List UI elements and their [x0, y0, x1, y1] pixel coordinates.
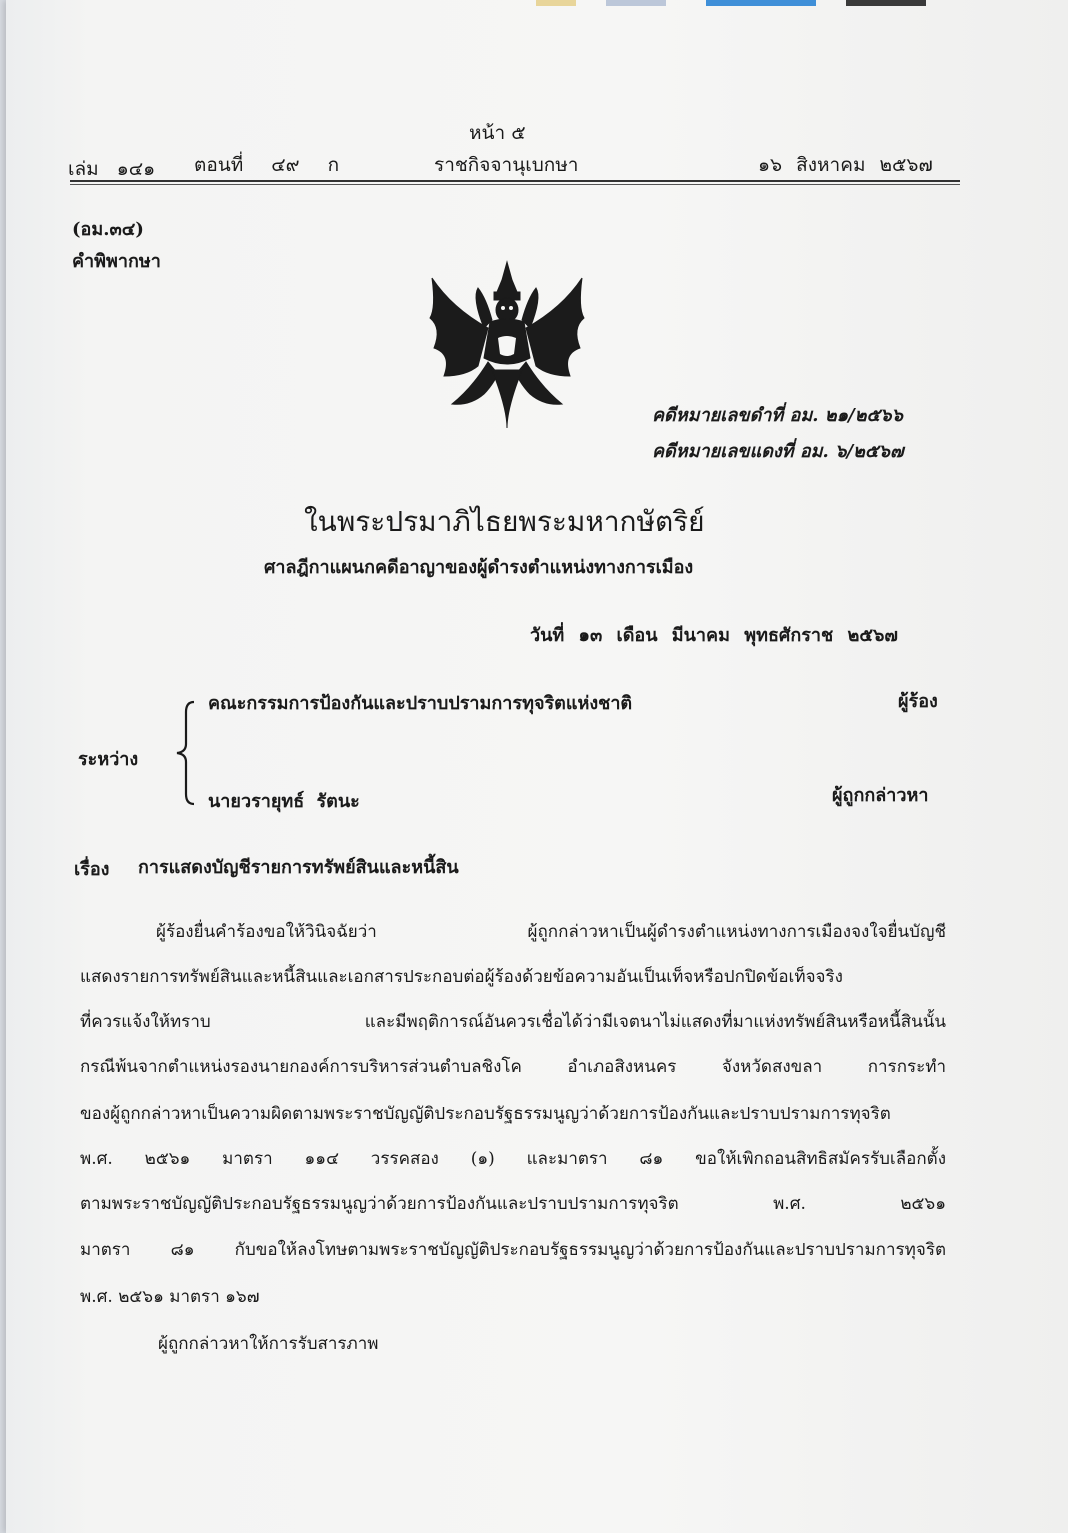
- document-type: คำพิพากษา: [72, 251, 161, 272]
- section-number: ตอนที่ ๔๙ ก: [194, 154, 340, 176]
- body-line: ตามพระราชบัญญัติประกอบรัฐธรรมนูญว่าด้วยการป้องกันและปราบปรามการทุจริต พ.ศ. ๒๕๖๑: [80, 1194, 946, 1214]
- body-line: กรณีพ้นจากตำแหน่งรองนายกองค์การบริหารส่วนตำบลชิงโค อำเภอสิงหนคร จังหวัดสงขลา การกระทำ: [80, 1057, 946, 1077]
- party-bracket: [174, 700, 196, 806]
- header-rule-thin: [70, 184, 960, 185]
- body-line: ผู้ถูกกล่าวหาให้การรับสารภาพ: [158, 1334, 379, 1354]
- subject-label: เรื่อง: [74, 859, 110, 880]
- red-case-number: คดีหมายเลขแดงที่ อม. ๖/๒๕๖๗: [652, 441, 904, 462]
- body-line: พ.ศ. ๒๕๖๑ มาตรา ๑๑๔ วรรคสอง (๑) และมาตรา ๘๑ ขอให้เพิกถอนสิทธิสมัครรับเลือกตั้ง: [80, 1149, 946, 1169]
- gazette-name: ราชกิจจานุเบกษา: [434, 154, 579, 176]
- royal-title: ในพระปรมาภิไธยพระมหากษัตริย์: [304, 505, 705, 538]
- defendant-role: ผู้ถูกกล่าวหา: [832, 785, 929, 806]
- body-line: ของผู้ถูกกล่าวหาเป็นความผิดตามพระราชบัญญัติประกอบรัฐธรรมนูญว่าด้วยการป้องกันและปราบปรามการทุจริต: [80, 1104, 891, 1124]
- body-line: ที่ควรแจ้งให้ทราบ และมีพฤติการณ์อันควรเชื่อได้ว่ามีเจตนาไม่แสดงที่มาแห่งทรัพย์สินหรือหนี้สินนั้น: [80, 1012, 946, 1032]
- court-name: ศาลฎีกาแผนกคดีอาญาของผู้ดำรงตำแหน่งทางการเมือง: [264, 557, 694, 578]
- form-code: (อม.๓๔): [72, 219, 144, 240]
- body-line: แสดงรายการทรัพย์สินและหนี้สินและเอกสารประกอบต่อผู้ร้องด้วยข้อความอันเป็นเท็จหรือปกปิดข้อเท็จจริง: [80, 967, 843, 987]
- plaintiff-role: ผู้ร้อง: [898, 691, 938, 712]
- black-case-number: คดีหมายเลขดำที่ อม. ๒๑/๒๕๖๖: [652, 405, 903, 426]
- judgment-date: วันที่ ๑๓ เดือน มีนาคม พุทธศักราช ๒๕๖๗: [530, 625, 898, 646]
- garuda-emblem-icon: [422, 258, 592, 436]
- publication-date: ๑๖ สิงหาคม ๒๕๖๗: [758, 154, 933, 176]
- header-rule: [70, 180, 960, 182]
- top-color-strip: [6, 0, 1068, 8]
- volume-number: เล่ม ๑๔๑: [68, 158, 156, 180]
- subject-text: การแสดงบัญชีรายการทรัพย์สินและหนี้สิน: [138, 857, 459, 878]
- page-number: หน้า ๕: [469, 122, 526, 144]
- body-line: มาตรา ๘๑ กับขอให้ลงโทษตามพระราชบัญญัติประกอบรัฐธรรมนูญว่าด้วยการป้องกันและปราบปรามการทุจริต: [80, 1240, 946, 1260]
- body-line: พ.ศ. ๒๕๖๑ มาตรา ๑๖๗: [80, 1287, 260, 1307]
- gazette-page: [6, 0, 1068, 1533]
- plaintiff-name: คณะกรรมการป้องกันและปราบปรามการทุจริตแห่งชาติ: [208, 693, 633, 714]
- between-label: ระหว่าง: [78, 749, 139, 770]
- body-line: ผู้ร้องยื่นคำร้องขอให้วินิจฉัยว่า ผู้ถูกกล่าวหาเป็นผู้ดำรงตำแหน่งทางการเมืองจงใจยื่นบัญชี: [156, 922, 946, 942]
- defendant-name: นายวรายุทธ์ รัตนะ: [208, 791, 360, 812]
